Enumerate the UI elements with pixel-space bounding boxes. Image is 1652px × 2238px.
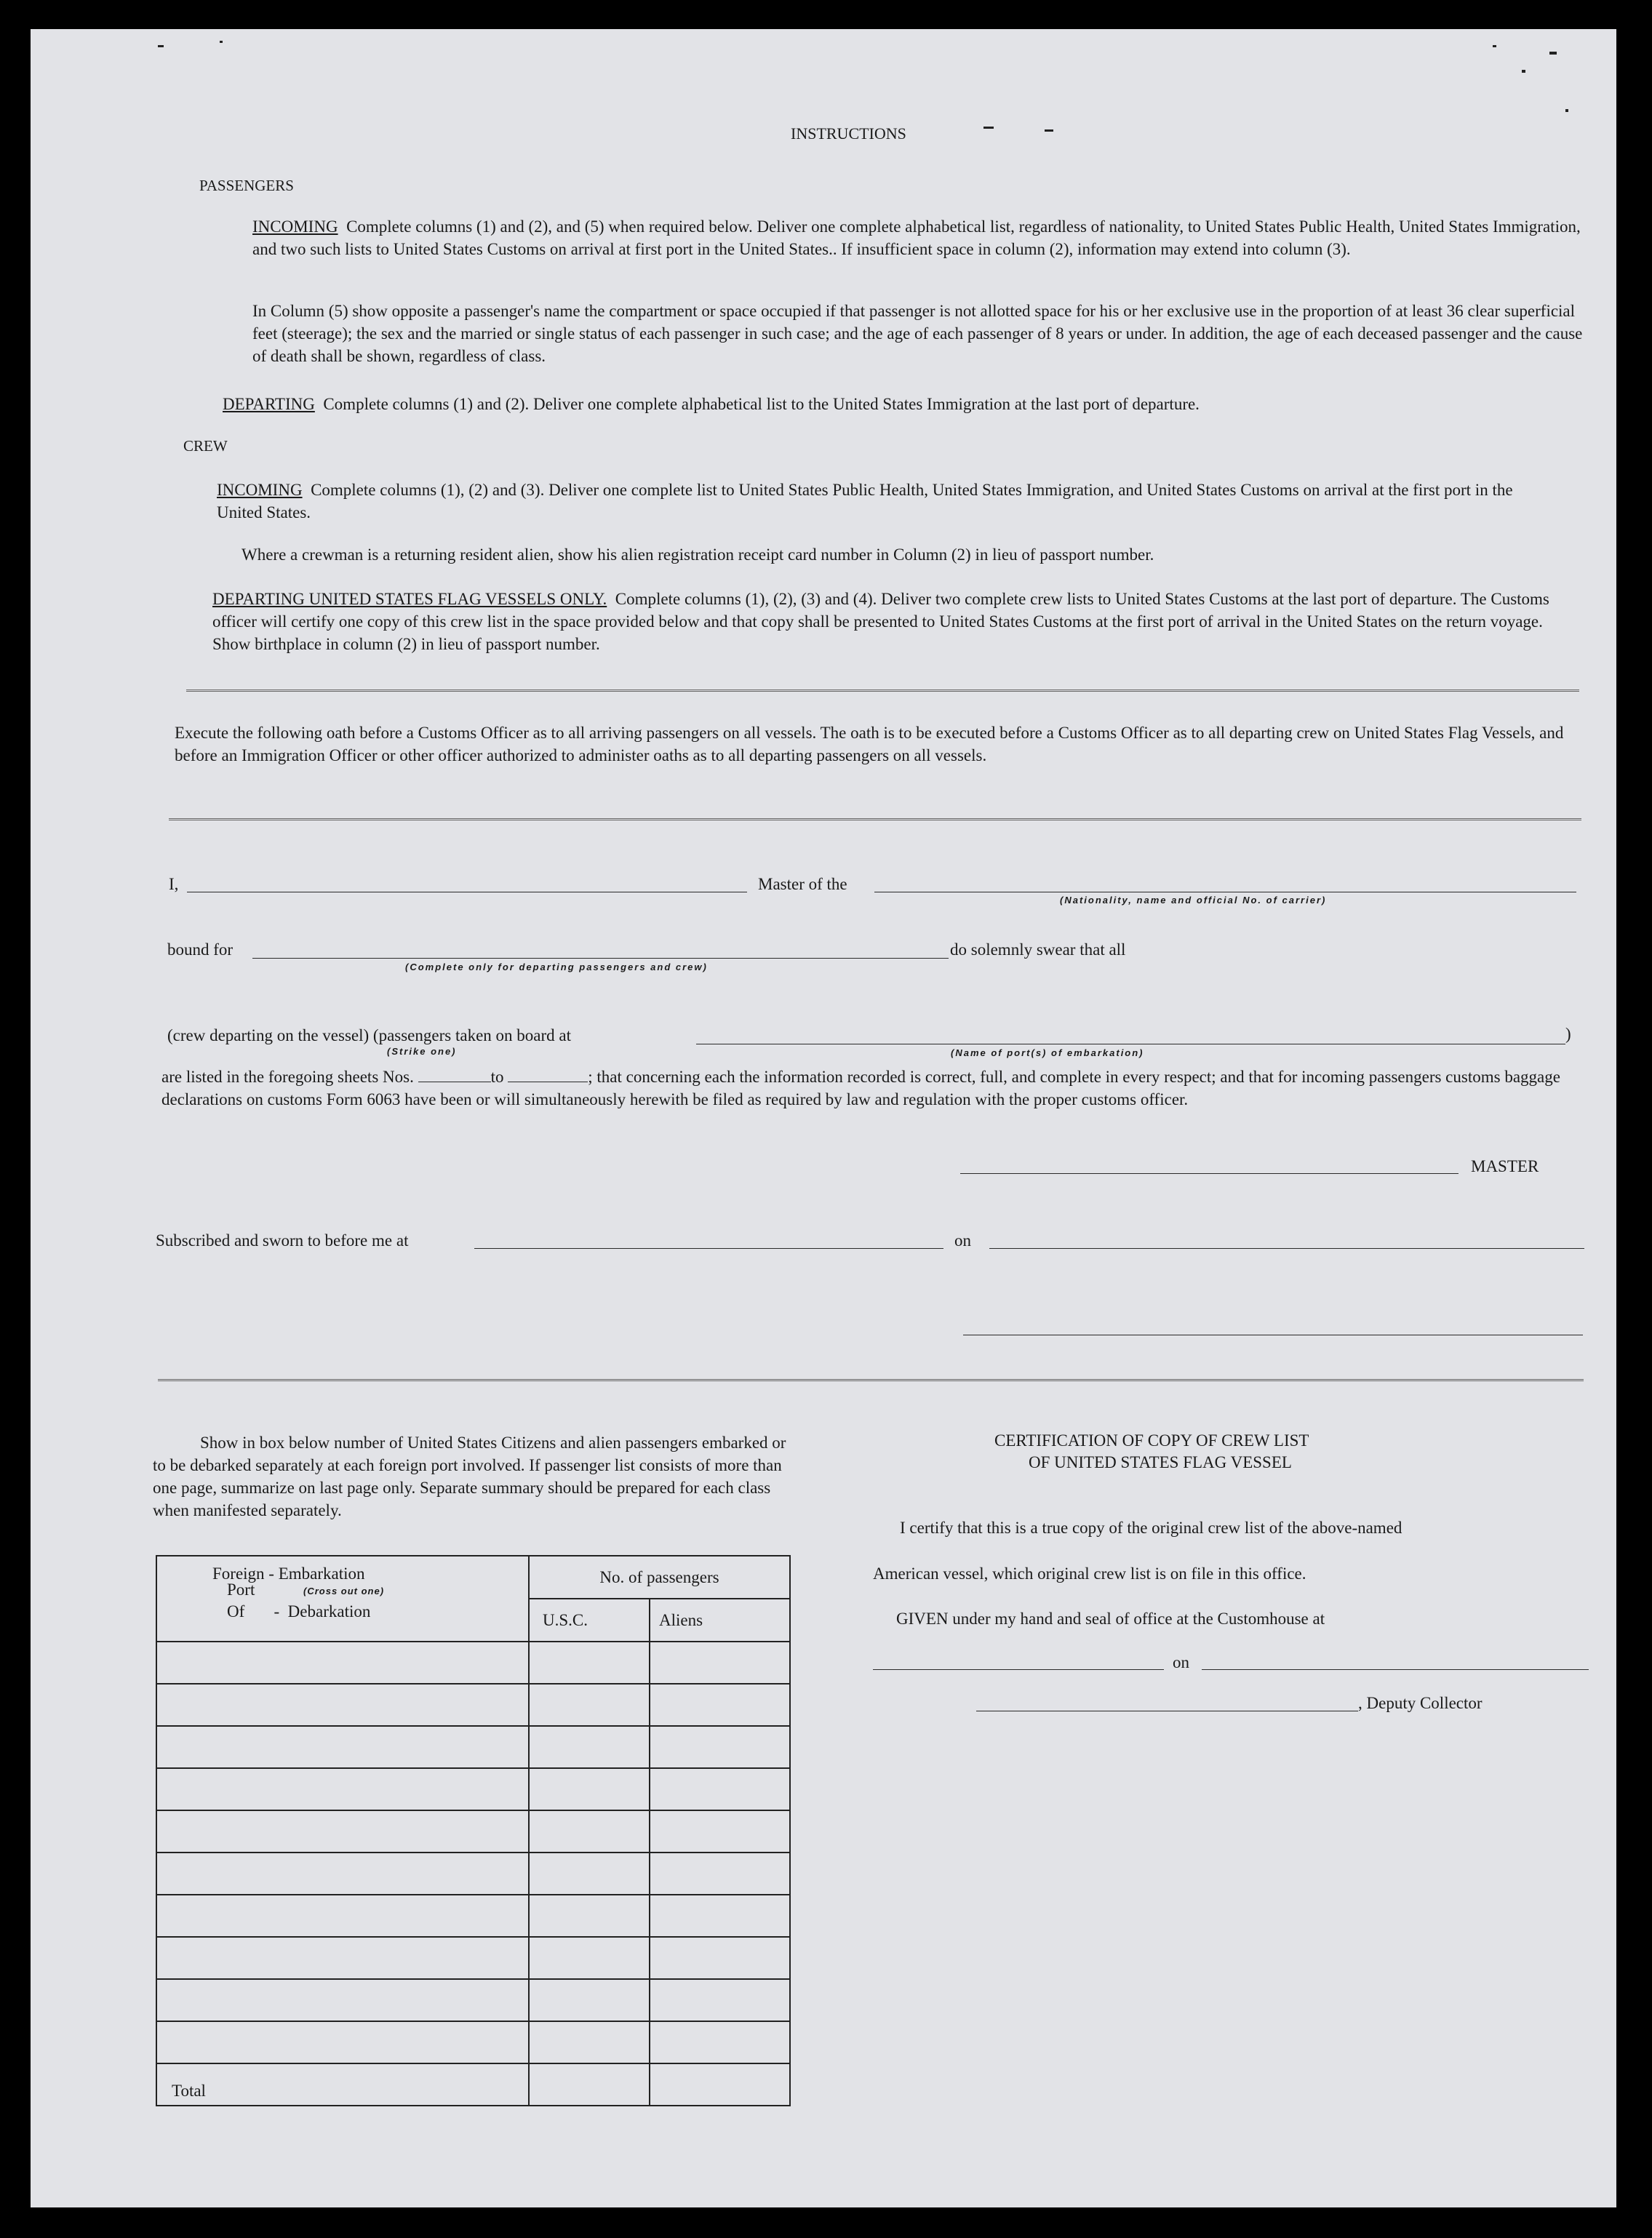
nationality-caption: (Nationality, name and official No. of carrier)	[1060, 895, 1327, 906]
usc-total-cell[interactable]	[529, 2063, 650, 2106]
table-row	[156, 1768, 790, 1810]
column5-paragraph: In Column (5) show opposite a passenger's name the compartment or space occupied if that passenger is not allotted space for his or her exclusive use in the proportion of at least 36 clear superficial feet (steerage); the sex and the married or single status of each passenger in such case; and the age of each passenger of 8 years or under. In addition, the age of each deceased passenger and the cause of death shall be shown, regardless of class.	[252, 302, 1583, 365]
sheet-to-field[interactable]	[508, 1068, 588, 1082]
page-title: INSTRUCTIONS	[791, 124, 906, 143]
usc-cell[interactable]	[529, 1895, 650, 1937]
usc-cell[interactable]	[529, 1642, 650, 1684]
deputy-collector-label: , Deputy Collector	[1358, 1694, 1483, 1712]
table-row	[156, 1684, 790, 1726]
certification-on-word: on	[1173, 1653, 1189, 1671]
oath-i-label: I,	[169, 875, 179, 893]
table-row	[156, 1642, 790, 1684]
port-caption: (Name of port(s) of embarkation)	[951, 1047, 1144, 1058]
port-cell[interactable]	[156, 1768, 529, 1810]
port-cell[interactable]	[156, 1853, 529, 1895]
aliens-column-header: Aliens	[650, 1599, 790, 1642]
table-row	[156, 1726, 790, 1768]
execute-paragraph: Execute the following oath before a Customs Officer as to all arriving passengers on all vessels. The oath is to be executed before a Customs Officer as to all departing crew on United States Flag Vessels, and before an Immigration Officer or other officer authorized to administer oaths as to all departing passengers on all vessels.	[175, 724, 1564, 764]
passenger-summary-table	[156, 1555, 791, 2106]
port-cell[interactable]	[156, 1895, 529, 1937]
port-column-header	[156, 1556, 529, 1642]
col-port-line2: Port	[227, 1580, 255, 1599]
strike-one-caption: (Strike one)	[387, 1046, 457, 1057]
passengers-departing-text: Complete columns (1) and (2). Deliver one complete alphabetical list to the United States Immigration at the last port of departure.	[323, 395, 1200, 413]
port-cell[interactable]	[156, 1979, 529, 2021]
aliens-cell[interactable]	[650, 2021, 790, 2063]
aliens-cell[interactable]	[650, 1895, 790, 1937]
aliens-cell[interactable]	[650, 1726, 790, 1768]
table-row	[156, 1895, 790, 1937]
passengers-column-header: No. of passengers	[529, 1556, 790, 1599]
passengers-heading: PASSENGERS	[199, 177, 294, 194]
total-row	[156, 2063, 790, 2106]
passengers-incoming-text: Complete columns (1) and (2), and (5) when required below. Deliver one complete alphabetical list, regardless of nationality, to United States Public Health, United States Immigration, and two such lists to United States Customs on arrival at first port in the United States.. If insufficient space in column (2), information may extend into column (3).	[252, 217, 1581, 258]
aliens-cell[interactable]	[650, 1853, 790, 1895]
aliens-cell[interactable]	[650, 1979, 790, 2021]
passengers-departing-label: DEPARTING	[223, 395, 315, 413]
scan-speck	[983, 127, 994, 129]
usc-column-header: U.S.C.	[529, 1599, 650, 1642]
scan-speck	[1522, 70, 1525, 73]
listed-paragraph	[161, 1066, 1584, 1111]
sworn-place-line[interactable]	[474, 1248, 943, 1249]
port-cell[interactable]	[156, 1726, 529, 1768]
aliens-cell[interactable]	[650, 1937, 790, 1979]
aliens-cell[interactable]	[650, 1810, 790, 1853]
port-cell[interactable]	[156, 1642, 529, 1684]
listed-prefix: are listed in the foregoing sheets Nos.	[161, 1068, 414, 1086]
port-cell[interactable]	[156, 2021, 529, 2063]
usc-cell[interactable]	[529, 1768, 650, 1810]
usc-cell[interactable]	[529, 1853, 650, 1895]
usc-cell[interactable]	[529, 1684, 650, 1726]
usc-cell[interactable]	[529, 1726, 650, 1768]
passengers-incoming-label: INCOMING	[252, 217, 338, 236]
aliens-cell[interactable]	[650, 1768, 790, 1810]
do-swear-label: do solemnly swear that all	[950, 940, 1126, 959]
scan-speck	[1565, 109, 1568, 112]
listed-rest: ; that concerning each the information recorded is correct, full, and complete in every respect; and that for incoming passengers customs baggage declarations on customs Form 6063 have been or will simultaneously herewith be filed as required by law and regulation with the proper customs officer.	[161, 1068, 1560, 1108]
certification-title-line1: CERTIFICATION OF COPY OF CREW LIST	[994, 1431, 1309, 1450]
scan-speck	[1045, 129, 1053, 132]
certification-title-line2: OF UNITED STATES FLAG VESSEL	[1029, 1453, 1292, 1471]
bound-for-label: bound for	[167, 940, 234, 959]
usc-cell[interactable]	[529, 2021, 650, 2063]
port-cell[interactable]	[156, 1810, 529, 1853]
master-signature-line[interactable]	[960, 1173, 1459, 1174]
table-row	[156, 1937, 790, 1979]
scan-speck	[158, 45, 164, 47]
certification-line2: American vessel, which original crew list is on file in this office.	[873, 1564, 1306, 1583]
port-cell[interactable]	[156, 1684, 529, 1726]
col-port-line3: Of - Debarkation	[227, 1602, 371, 1620]
crew-departing-text: Complete columns (1), (2), (3) and (4). Deliver two complete crew lists to United States Customs at the last port of departure. The Customs officer will certify one copy of this crew list in the space provided below and that copy shall be presented to United States Customs at the first port of arrival in the United States on the return voyage. Show birthplace in column (2) in lieu of passport number.	[212, 590, 1549, 653]
col-port-line1: Foreign - Embarkation	[212, 1564, 365, 1583]
table-row	[156, 1853, 790, 1895]
port-cell[interactable]	[156, 1937, 529, 1979]
crew-incoming-text: Complete columns (1), (2) and (3). Deliver one complete list to United States Public Health, United States Immigration, and United States Customs on arrival at the first port in the United States.	[217, 481, 1513, 521]
bound-for-line[interactable]	[252, 958, 949, 959]
table-row	[156, 1979, 790, 2021]
aliens-cell[interactable]	[650, 1642, 790, 1684]
crew-departing-label: (crew departing on the vessel) (passengers taken on board at	[167, 1026, 571, 1044]
passengers-incoming-paragraph	[252, 215, 1584, 260]
usc-cell[interactable]	[529, 1937, 650, 1979]
complete-only-caption: (Complete only for departing passengers and crew)	[405, 962, 708, 972]
crew-heading: CREW	[183, 437, 228, 455]
separator-rule	[186, 690, 1579, 692]
crew-departing-label: DEPARTING UNITED STATES FLAG VESSELS ONLY.	[212, 590, 607, 608]
scan-speck	[1549, 52, 1557, 55]
master-of-the-label: Master of the	[758, 875, 847, 893]
summary-intro: Show in box below number of United States Citizens and alien passengers embarked or to be debarked separately at each foreign port involved. If passenger list consists of more than one page, summarize on last page only. Separate summary should be prepared for each class when manifested separately.	[153, 1434, 786, 1519]
certification-line1: I certify that this is a true copy of the original crew list of the above-named	[900, 1519, 1402, 1537]
scan-speck	[220, 41, 223, 43]
table-row	[156, 2021, 790, 2063]
certification-line3: GIVEN under my hand and seal of office at the Customhouse at	[896, 1610, 1325, 1628]
close-paren: )	[1565, 1025, 1571, 1043]
crew-departing-paragraph	[212, 588, 1573, 655]
passengers-departing-paragraph	[223, 393, 1590, 415]
sheet-from-field[interactable]	[418, 1068, 491, 1082]
aliens-cell[interactable]	[650, 1684, 790, 1726]
separator-rule	[169, 818, 1581, 820]
on-word: on	[954, 1231, 971, 1250]
customhouse-date-line[interactable]	[1202, 1669, 1589, 1670]
usc-cell[interactable]	[529, 1979, 650, 2021]
aliens-total-cell[interactable]	[650, 2063, 790, 2106]
separator-rule	[158, 1379, 1584, 1381]
total-label: Total	[156, 2063, 529, 2106]
usc-cell[interactable]	[529, 1810, 650, 1853]
form-page	[31, 29, 1616, 2207]
col-port-cross: (Cross out one)	[303, 1586, 385, 1596]
sworn-date-line[interactable]	[989, 1248, 1584, 1249]
master-label: MASTER	[1471, 1157, 1539, 1175]
crew-resident-text: Where a crewman is a returning resident alien, show his alien registration receipt card number in Column (2) in lieu of passport number.	[242, 545, 1154, 564]
crew-incoming-paragraph	[217, 479, 1526, 524]
table-row	[156, 1810, 790, 1853]
scan-speck	[1493, 45, 1496, 47]
customhouse-place-line[interactable]	[873, 1669, 1164, 1670]
to-word: to	[490, 1068, 504, 1086]
subscribed-label: Subscribed and sworn to before me at	[156, 1231, 409, 1250]
crew-incoming-label: INCOMING	[217, 481, 303, 499]
